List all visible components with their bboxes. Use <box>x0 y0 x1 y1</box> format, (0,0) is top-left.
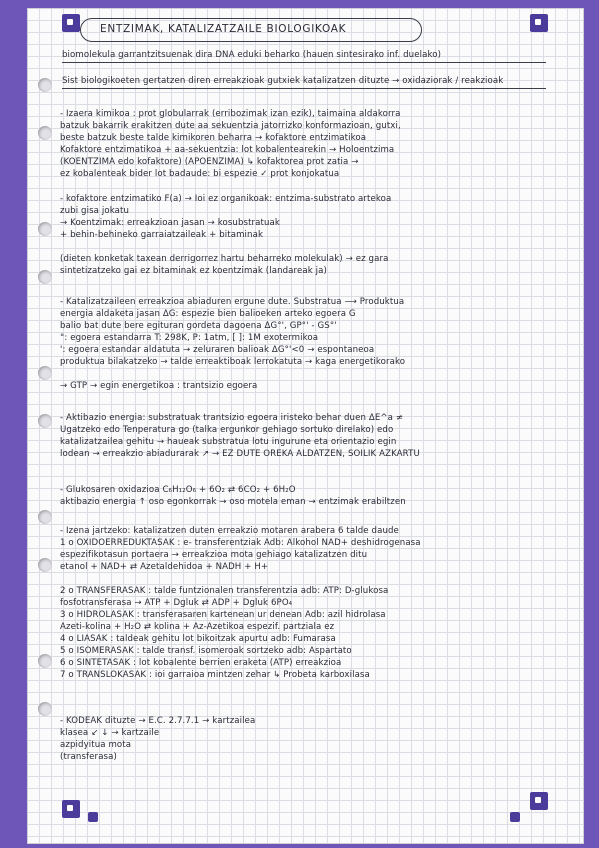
text-line: ez kobalenteak bider lot badaude: bi espezie ✓ prot konjokatua <box>60 169 340 179</box>
text-line: - Aktibazio energia: substratuak trantsizio egoera iristeko behar duen ΔE^a ≠ <box>60 413 404 423</box>
text-line: → Koentzimak: erreakzioan jasan → kosubstratuak <box>60 218 281 228</box>
binder-hole-icon <box>38 654 52 668</box>
binder-hole-icon <box>38 366 52 380</box>
list-item: 5 o ISOMERASAK : talde transf. isomeroak sortzeko adb: Aspartato <box>60 646 352 656</box>
page-title: ENTZIMAK, KATALIZATZAILE BIOLOGIKOAK <box>100 23 347 35</box>
corner-mark-icon <box>62 800 80 818</box>
intro-line: biomolekula garrantzitsuenak dira DNA eduki beharko (hauen sintesirako inf. duelako) <box>62 50 442 60</box>
text-line: ': egoera estandar aldatuta → zeluraren balioak ΔG°'<0 → espontaneoa <box>60 345 375 355</box>
text-line: Azeti-kolina + H₂O ⇄ kolina + Az-Azetikoa espezif. partziala ez <box>60 622 335 632</box>
binder-hole-icon <box>38 222 52 236</box>
binder-hole-icon <box>38 558 52 572</box>
text-line: → GTP → egin energetikoa : trantsizio egoera <box>60 381 258 391</box>
binder-hole-icon <box>38 702 52 716</box>
list-item: 2 o TRANSFERASAK : talde funtzionalen transferentzia adb: ATP: D-glukosa <box>60 586 389 596</box>
text-line: beste batzuk beste talde kimikoren beharra → kofaktore entzimatikoa <box>60 133 367 143</box>
text-line: (dieten konketak taxean derrigorrez hartu beharreko molekulak) → ez gara <box>60 254 389 264</box>
list-item: 1 o OXIDOERREDUKTASAK : e- transferentziak Adb: Alkohol NAD+ deshidrogenasa <box>60 538 421 548</box>
text-line: katalizatzailea gehitu → haueak substratua lotu ingurune eta orientazio egin <box>60 437 397 447</box>
text-line: °: egoera estandarra T: 298K, P: 1atm, [ ]: 1M exotermikoa <box>60 333 319 343</box>
corner-mark-icon <box>530 14 548 32</box>
text-line: produktua bilakatzeko → talde erreaktiboak lerrokatuta → kaga energetikorako <box>60 357 406 367</box>
corner-mark-icon <box>530 792 548 810</box>
binder-hole-icon <box>38 270 52 284</box>
divider <box>62 62 546 63</box>
text-line: energia aldaketa jasan ΔG: espezie bien balioeken arteko egoera G <box>60 309 356 319</box>
divider <box>62 88 546 89</box>
text-line: Ugatzeko edo Tenperatura go (talka ergunkor gehiago sortuko direlako) edo <box>60 425 394 435</box>
binder-hole-icon <box>38 510 52 524</box>
intro-line: Sist biologikoeten gertatzen diren erreakzioak gutxiek katalizatzen dituzte → oxidaziorak / reakzioak <box>62 76 504 86</box>
text-line: lodean → erreakzio abiadurarak ↗ → EZ DUTE OREKA ALDATZEN, SOILIK AZKARTU <box>60 449 420 459</box>
list-item: 6 o SINTETASAK : lot kobalente berrien eraketa (ATP) erreakzioa <box>60 658 342 668</box>
text-line: sintetizatzeko gai ez bitaminak ez koentzimak (landareak ja) <box>60 266 327 276</box>
corner-mark-icon <box>62 14 80 32</box>
text-line: balio bat dute bere egituran gordeta dagoena ΔG°', GP°' - GS°' <box>60 321 337 331</box>
text-line: zubi gisa jokatu <box>60 206 130 216</box>
text-line: - KODEAK dituzte → E.C. 2.7.7.1 → kartzailea <box>60 716 256 726</box>
text-line: batzuk bakarrik erakitzen dute aa sekuentzia jatorrizko konformazioan, gutxi, <box>60 121 401 131</box>
text-line: - Glukosaren oxidazioa C₆H₁₂O₆ + 6O₂ ⇄ 6CO₂ + 6H₂O <box>60 485 296 495</box>
text-line: espezifikotasun portaera → erreakzioa mota gehiago katalizatzen ditu <box>60 550 368 560</box>
text-line: (KOENTZIMA edo kofaktore) (APOENZIMA) ↳ kofaktorea prot zatia → <box>60 157 359 167</box>
text-line: etanol + NAD+ ⇄ Azetaldehidoa + NADH + H+ <box>60 562 269 572</box>
text-line: - Izaera kimikoa : prot globularrak (erribozimak izan ezik), taimaina aldakorra <box>60 109 401 119</box>
text-line: - kofaktore entzimatiko F(a) → Ioi ez organikoak: entzima-substrato artekoa <box>60 194 392 204</box>
binder-hole-icon <box>38 78 52 92</box>
text-line: klasea ↙ ↓ → kartzaile <box>60 728 160 738</box>
text-line: - Katalizatzaileen erreakzioa abiaduren ergune dute. Substratua ⟶ Produktua <box>60 297 405 307</box>
corner-mark-icon <box>88 812 98 822</box>
list-item: 7 o TRANSLOKASAK : ioi garraioa mintzen zehar ↳ Probeta karboxilasa <box>60 670 370 680</box>
list-item: 4 o LIASAK : taldeak gehitu lot bikoitzak apurtu adb: Fumarasa <box>60 634 336 644</box>
binder-hole-icon <box>38 414 52 428</box>
text-line: - Izena jartzeko: katalizatzen duten erreakzio motaren arabera 6 talde daude <box>60 526 399 536</box>
text-line: + behin-behineko garraiatzaileak + bitaminak <box>60 230 264 240</box>
text-line: Kofaktore entzimatikoa + aa-sekuentzia: lot kobalentearekin → Holoentzima <box>60 145 395 155</box>
list-item: 3 o HIDROLASAK : transferasaren kartenean ur denean Adb: azil hidrolasa <box>60 610 386 620</box>
text-line: fosfotransferasa → ATP + Dgluk ⇄ ADP + Dgluk 6PO₄ <box>60 598 293 608</box>
corner-mark-icon <box>510 812 520 822</box>
binder-hole-icon <box>38 126 52 140</box>
text-line: aktibazio energia ↑ oso egonkorrak → oso motela eman → entzimak erabiltzen <box>60 497 406 507</box>
text-line: azpidyitua mota <box>60 740 132 750</box>
text-line: (transferasa) <box>60 752 117 762</box>
